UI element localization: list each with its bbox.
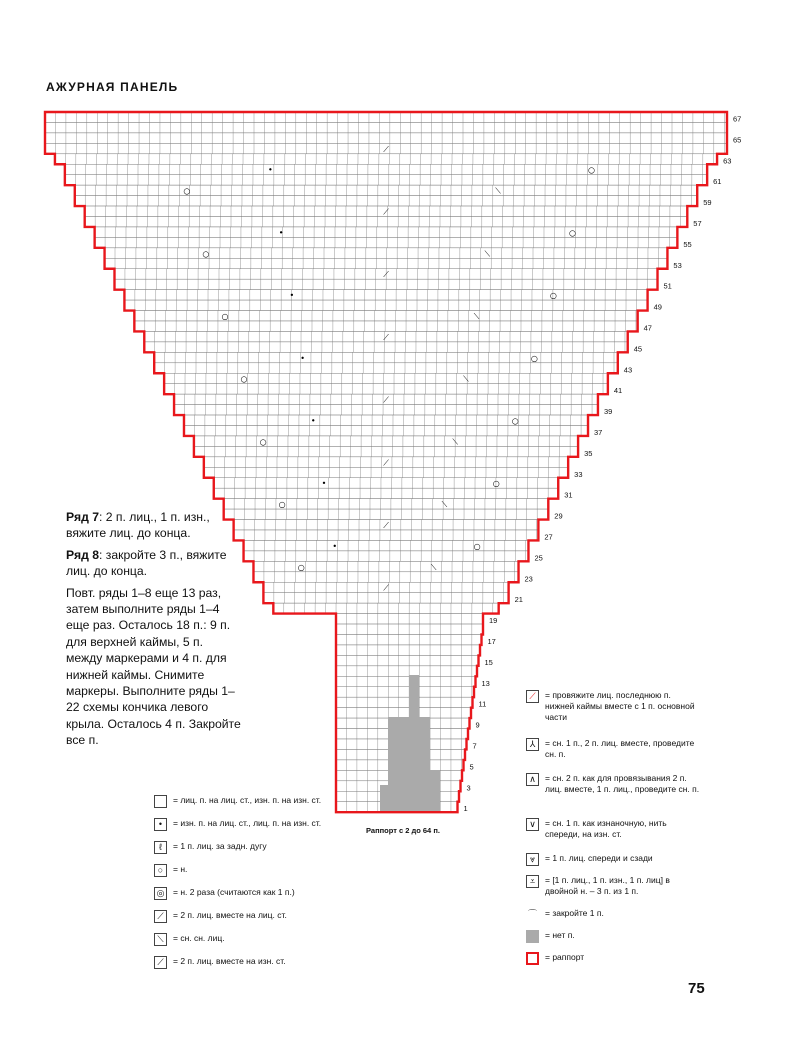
row-number: 55 (683, 239, 692, 249)
legend-item: ℓ = 1 п. лиц. за задн. дугу (154, 841, 267, 854)
row-number: 41 (613, 386, 623, 396)
chart-row (184, 426, 588, 436)
no-stitch-icon (526, 930, 539, 943)
row-number: 57 (693, 218, 702, 228)
row-number: 51 (663, 281, 672, 291)
row-number: 7 (472, 741, 477, 751)
stitch-symbol: • (310, 416, 316, 426)
ssk-icon: ⟍ (154, 933, 167, 946)
stitch-symbol: ⟋ (383, 521, 389, 530)
chart-row (244, 551, 529, 561)
row-number: 25 (534, 553, 543, 563)
legend-item: ⩔ = 1 п. лиц. спереди и сзади (526, 853, 653, 866)
row-number: 19 (489, 616, 498, 626)
k2tog-ws-icon: ⟋ (154, 956, 167, 969)
row-number: 17 (487, 636, 496, 646)
row-number: 3 (466, 783, 471, 793)
row-number: 47 (643, 323, 652, 333)
legend-item: ∨ = сн. 1 п. как изнаночную, нить спереди, на изн. ст. (526, 818, 695, 840)
row-number: 21 (514, 595, 523, 605)
stitch-symbol: ○ (473, 541, 481, 551)
row-number: 29 (554, 511, 563, 521)
chart-row (336, 614, 483, 624)
chart-row (263, 593, 508, 603)
stitch-symbol: ○ (183, 186, 191, 196)
double-yarn-over-icon: ◎ (154, 887, 167, 900)
row-number: 43 (623, 365, 633, 375)
legend-right (526, 690, 726, 960)
stitch-symbol: ⟍ (463, 374, 469, 384)
row-number: 37 (594, 427, 603, 437)
row-number: 27 (544, 532, 553, 542)
stitch-symbol: ⟍ (452, 437, 458, 447)
stitch-symbol: ○ (278, 500, 286, 510)
chart-row (336, 697, 473, 707)
stitch-symbol: ○ (549, 291, 557, 301)
row-number: 53 (673, 260, 682, 270)
stitch-symbol: • (268, 165, 273, 175)
stitch-symbol: ⟋ (383, 270, 389, 280)
stitch-symbol: ○ (588, 165, 596, 175)
chart-row (45, 112, 727, 122)
stitch-symbol: • (300, 353, 305, 363)
stitch-symbol: ○ (259, 437, 267, 447)
stitch-symbol: • (321, 479, 327, 489)
chart-row (336, 635, 482, 645)
chart-row (45, 122, 727, 132)
row-number: 15 (484, 657, 493, 667)
row-number: 61 (713, 177, 722, 187)
row-number: 33 (574, 469, 583, 479)
page-number: 75 (688, 980, 705, 997)
stitch-symbol: ⟍ (430, 562, 437, 572)
chart-row (164, 384, 608, 394)
chart-row (204, 467, 568, 477)
chart-row (184, 415, 588, 425)
chart-row (273, 603, 498, 613)
chart-row (234, 530, 539, 540)
chart-row (65, 164, 707, 174)
legend-item: ⟋ = провяжите лиц. последнюю п. нижней каймы вместе с 1 п. основной части (526, 690, 695, 723)
bind-off-icon: ⌒ (527, 909, 537, 919)
legend-item: ⩡ = [1 п. лиц., 1 п. изн., 1 п. лиц] в двойной н. – 3 п. из 1 п. (526, 875, 695, 897)
twisted-stitch-icon: ℓ (154, 841, 167, 854)
legend-item: ∧ = сн. 2 п. как для провязывания 2 п. лиц. вместе, 1 п. лиц., проведите сн. п. (526, 773, 705, 795)
stitch-symbol: ○ (492, 479, 500, 489)
stitch-symbol: ⟋ (383, 395, 389, 405)
k2tog-icon: ⟋ (154, 910, 167, 923)
repeat-instruction: Повт. ряды 1–8 еще 13 раз, затем выполните ряды 1–4 еще раз. Осталось 18 п.: 9 п. для верхней каймы, 5 п. между маркерами и 4 п. для нижней каймы. Снимите маркеры. Выполните ряды 1–22 схемы кончика левого крыла. Осталось 4 п. Закройте все п. (66, 585, 241, 748)
chart-row (194, 446, 578, 456)
stitch-symbol: ○ (297, 562, 305, 572)
skpo-icon: ⅄ (526, 738, 539, 751)
rapport-icon (526, 952, 539, 965)
chart-row (253, 561, 518, 571)
instructions (66, 509, 241, 754)
dot-icon: • (154, 818, 167, 831)
stitch-symbol: ○ (240, 374, 248, 384)
chart-row (336, 655, 479, 665)
legend-item: ⟍ = сн. сн. лиц. (154, 933, 225, 946)
chart-row (45, 133, 727, 143)
chart-row (336, 624, 483, 634)
legend-item: ⟋ = 2 п. лиц. вместе на лиц. ст. (154, 910, 287, 923)
sk2po-icon: ∧ (526, 773, 539, 786)
row7-instruction: Ряд 7: 2 п. лиц., 1 п. изн., вяжите лиц. до конца. (66, 510, 210, 541)
chart-row (164, 373, 608, 383)
row-number: 11 (478, 699, 487, 709)
stitch-symbol: ⟋ (383, 207, 389, 217)
chart-row (244, 540, 529, 550)
row-number: 1 (463, 804, 468, 814)
legend-item: ⅄ = сн. 1 п., 2 п. лиц. вместе, проведите сн. п. (526, 738, 705, 760)
legend-item: ○ = н. (154, 864, 187, 877)
legend-item: ⟋ = 2 п. лиц. вместе на изн. ст. (154, 956, 286, 969)
chart-row (134, 321, 637, 331)
legend-left (154, 795, 354, 975)
row-number: 5 (469, 762, 474, 772)
legend-item: ⌒ = закройте 1 п. (527, 908, 604, 919)
chart-row (224, 499, 549, 509)
stitch-symbol: ⟍ (484, 249, 491, 259)
chart-row (124, 290, 647, 300)
border-join-icon: ⟋ (526, 690, 539, 703)
stitch-symbol: ○ (568, 228, 576, 238)
legend-item: ◎ = н. 2 раза (считаются как 1 п.) (154, 887, 295, 900)
chart-row (95, 237, 678, 247)
stitch-symbol: • (278, 228, 284, 238)
chart-row (95, 227, 678, 237)
legend-item: = лиц. п. на лиц. ст., изн. п. на изн. ст. (154, 795, 321, 808)
chart-row (336, 645, 480, 655)
row-number: 9 (475, 720, 480, 730)
chart-row (65, 175, 707, 185)
chart-row (75, 196, 697, 206)
page-title: АЖУРНАЯ ПАНЕЛЬ (46, 80, 179, 94)
row-number: 63 (723, 156, 732, 166)
stitch-symbol: ⟋ (383, 144, 389, 154)
slip-wyif-icon: ∨ (526, 818, 539, 831)
chart-row (75, 185, 697, 195)
chart-row (194, 436, 578, 446)
rapport-caption: Раппорт с 2 до 64 п. (366, 826, 440, 835)
chart-row (105, 258, 668, 268)
yarn-over-icon: ○ (154, 864, 167, 877)
row-number: 39 (603, 407, 613, 417)
row-number: 67 (733, 114, 742, 124)
chart-row (224, 509, 549, 519)
empty-square-icon (154, 795, 167, 808)
stitch-symbol: ⟍ (473, 312, 480, 321)
legend-item: = нет п. (526, 930, 575, 943)
stitch-symbol: • (289, 291, 295, 301)
chart-row (55, 154, 717, 164)
chart-row (134, 311, 637, 321)
stitch-symbol: ○ (530, 353, 538, 363)
stitch-symbol: ⟍ (495, 186, 501, 196)
stitch-symbol: • (332, 541, 338, 551)
chart-row (124, 300, 647, 310)
row-number: 31 (564, 490, 573, 500)
row-number: 45 (633, 344, 643, 354)
kfb-icon: ⩔ (526, 853, 539, 866)
row-number: 65 (733, 135, 742, 145)
stitch-symbol: ⟋ (383, 583, 389, 593)
chart-row (253, 572, 518, 582)
row-number: 23 (524, 574, 533, 584)
stitch-symbol: ⟋ (383, 332, 389, 342)
chart-row (336, 666, 477, 676)
row8-instruction: Ряд 8: закройте 3 п., вяжите лиц. до конца. (66, 547, 227, 579)
row-number: 35 (584, 448, 593, 458)
chart-row (154, 363, 618, 373)
row-number: 59 (703, 198, 712, 208)
row-number: 49 (653, 302, 662, 312)
stitch-symbol: ⟍ (441, 500, 448, 510)
triple-increase-icon: ⩡ (526, 875, 539, 888)
chart-row (105, 248, 668, 258)
chart-row (154, 352, 618, 362)
stitch-symbol: ○ (511, 416, 519, 426)
chart-row (174, 405, 598, 415)
legend-item: • = изн. п. на лиц. ст., лиц. п. на изн. ст. (154, 818, 321, 831)
stitch-symbol: ○ (221, 312, 229, 321)
legend-item: = раппорт (526, 952, 584, 965)
stitch-symbol: ○ (202, 249, 210, 259)
stitch-symbol: ⟋ (383, 458, 389, 468)
chart-row (144, 342, 627, 352)
row-number: 13 (481, 678, 490, 688)
